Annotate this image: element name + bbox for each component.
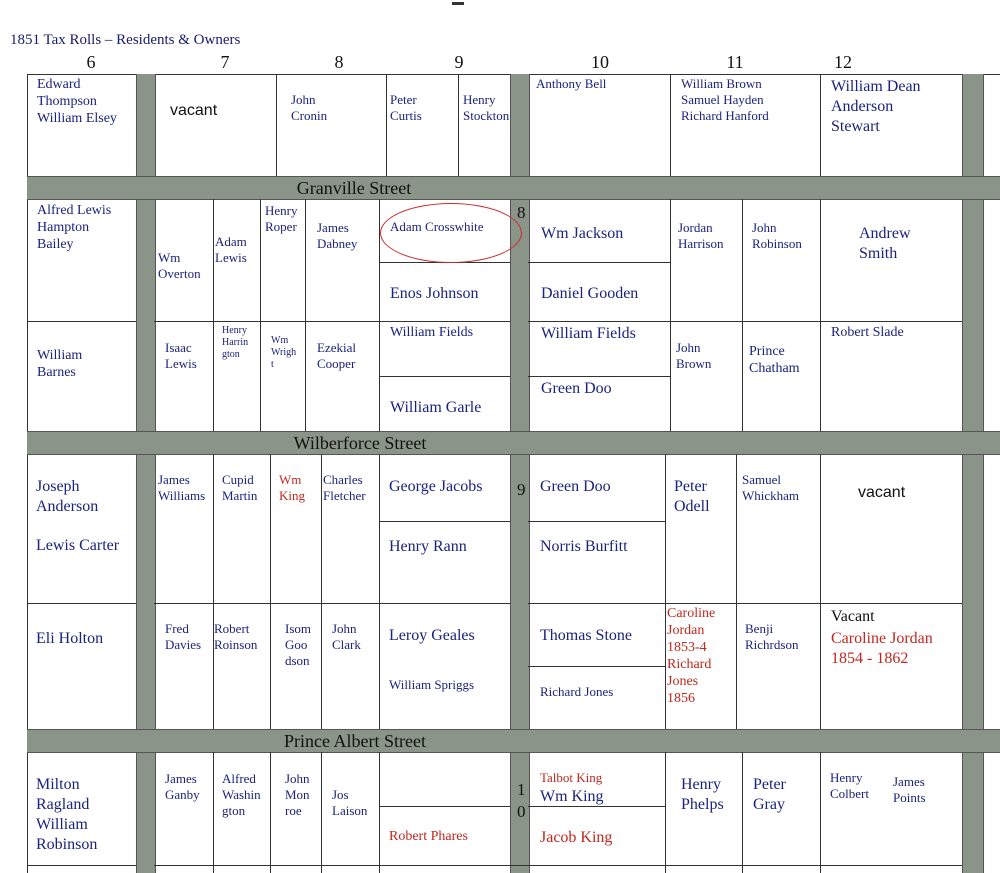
column-number-7: 7	[220, 52, 230, 72]
resident-row2-col9-bottom: Enos Johnson	[390, 285, 479, 302]
resident-row5-col9-top: Leroy Geales	[389, 627, 475, 644]
resident-row6-col9-bottom: Robert Phares	[389, 829, 468, 844]
resident-row4-col8-a: Wm King	[279, 472, 305, 503]
resident-row2-col7-a: Wm Overton	[158, 250, 201, 281]
street-prince-albert	[27, 729, 1000, 753]
resident-row1-col11: William Brown Samuel Hayden Richard Hanford	[681, 76, 769, 123]
resident-row6-col12-a: Henry Colbert	[830, 770, 869, 801]
resident-row6-col7-b: Alfred Washin gton	[222, 771, 261, 818]
resident-row4-col8-b: Charles Fletcher	[323, 472, 366, 503]
resident-row6-col10-b: Wm King	[540, 788, 604, 805]
resident-row3-col12: Robert Slade	[831, 325, 904, 340]
resident-row1-col9-b: Henry Stockton	[463, 92, 510, 123]
resident-row5-col11-a: Caroline Jordan 1853-4 Richard Jones 1856	[667, 606, 716, 706]
resident-row4-col9-bottom: Henry Rann	[389, 538, 467, 555]
resident-row6-col8-a: John Mon roe	[285, 771, 310, 818]
resident-row5-col7-a: Fred Davies	[165, 621, 202, 652]
column-number-10: 10	[591, 52, 609, 72]
resident-row2-col9-top: Adam Crosswhite	[390, 219, 484, 234]
resident-row3-col6: William Barnes	[37, 348, 83, 380]
resident-row4-col11-a: Peter Odell	[674, 478, 710, 515]
resident-row2-col11-b: John Robinson	[752, 220, 802, 251]
street-label-prince-albert: Prince Albert Street	[284, 731, 426, 751]
resident-row4-col7-a: James Williams	[158, 472, 206, 503]
resident-row5-col10-bottom: Richard Jones	[540, 684, 614, 699]
resident-row4-col11-b: Samuel Whickham	[742, 472, 800, 503]
resident-row4-col7-b: Cupid Martin	[222, 472, 258, 503]
resident-row3-col10-top: William Fields	[541, 325, 636, 342]
resident-row4-col9-top: George Jacobs	[389, 478, 483, 495]
street-granville	[27, 176, 1000, 200]
resident-row1-col7: vacant	[170, 102, 218, 119]
lane-number-10-b: 0	[517, 802, 526, 821]
column-number-12: 12	[834, 52, 852, 72]
resident-row4-col6-a: Joseph Anderson	[36, 478, 99, 515]
document-title: 1851 Tax Rolls – Residents & Owners	[10, 32, 241, 48]
lane-number-10-a: 1	[517, 780, 526, 799]
resident-row5-col9-bottom: William Spriggs	[389, 677, 475, 692]
resident-row1-col8: John Cronin	[291, 92, 328, 123]
resident-row6-col6: Milton Ragland William Robinson	[36, 776, 98, 853]
resident-row4-col12: vacant	[858, 484, 906, 501]
highlight-circle	[380, 203, 522, 263]
resident-row4-col6-b: Lewis Carter	[36, 537, 120, 554]
resident-row3-col10-bottom: Green Doo	[541, 380, 612, 397]
resident-row3-col8-b: Ezekial Cooper	[317, 340, 356, 371]
resident-row5-col7-b: Robert Roinson	[214, 621, 258, 652]
resident-row6-col11-b: Peter Gray	[753, 776, 786, 813]
column-number-11: 11	[726, 52, 744, 72]
resident-row3-col8-a: Wm Wrigh t	[271, 335, 297, 370]
resident-row6-col11-a: Henry Phelps	[681, 776, 724, 813]
resident-row5-col8-b: John Clark	[332, 621, 361, 652]
resident-row5-col11-b: Benji Richrdson	[745, 621, 799, 652]
resident-row3-col11-b: Prince Chatham	[749, 344, 800, 376]
resident-row5-col10-top: Thomas Stone	[540, 627, 632, 644]
resident-row4-col10-bottom: Norris Burfitt	[540, 538, 628, 555]
lane-number-8: 8	[517, 203, 526, 222]
resident-row2-col10-bottom: Daniel Gooden	[541, 285, 639, 302]
resident-row5-col12-a: Vacant	[831, 608, 875, 625]
resident-row2-col12: Andrew Smith	[859, 225, 911, 262]
resident-row3-col7-a: Isaac Lewis	[165, 340, 197, 371]
column-number-8: 8	[334, 52, 344, 72]
resident-row5-col6: Eli Holton	[36, 630, 104, 647]
column-number-9: 9	[454, 52, 464, 72]
street-label-granville: Granville Street	[296, 178, 412, 198]
resident-row1-col9-a: Peter Curtis	[390, 92, 422, 123]
resident-row2-col7-b: Adam Lewis	[215, 234, 247, 265]
resident-row5-col8-a: Isom Goo dson	[285, 621, 311, 668]
resident-row2-col6: Alfred Lewis Hampton Bailey	[37, 203, 112, 252]
resident-row3-col7-b: Henry Harrin gton	[222, 325, 249, 360]
street-label-wilberforce: Wilberforce Street	[293, 433, 427, 453]
scan-mark	[452, 2, 464, 5]
resident-row1-col10: Anthony Bell	[536, 76, 607, 91]
resident-row4-col10-top: Green Doo	[540, 478, 611, 495]
resident-row1-col12: William Dean Anderson Stewart	[831, 78, 921, 135]
resident-row6-col8-b: Jos Laison	[332, 787, 368, 818]
resident-row6-col10-a: Talbot King	[540, 770, 603, 785]
resident-row3-col11-a: John Brown	[676, 340, 712, 371]
resident-row2-col10-top: Wm Jackson	[541, 225, 624, 242]
resident-row2-col8-b: James Dabney	[317, 220, 358, 251]
resident-row5-col12-b: Caroline Jordan 1854 - 1862	[831, 630, 933, 667]
resident-row3-col9-bottom: William Garle	[390, 399, 482, 416]
resident-row1-col6: Edward Thompson William Elsey	[37, 77, 117, 126]
resident-row2-col11-a: Jordan Harrison	[678, 220, 724, 251]
resident-row3-col9-top: William Fields	[390, 325, 474, 340]
lane-number-9: 9	[517, 480, 526, 499]
resident-row6-col12-b: James Points	[893, 774, 926, 805]
column-number-6: 6	[86, 52, 96, 72]
street-wilberforce	[27, 431, 1000, 455]
resident-row6-col10-bottom: Jacob King	[540, 829, 613, 846]
resident-row2-col8-a: Henry Roper	[265, 203, 298, 234]
resident-row6-col7-a: James Ganby	[165, 771, 200, 802]
